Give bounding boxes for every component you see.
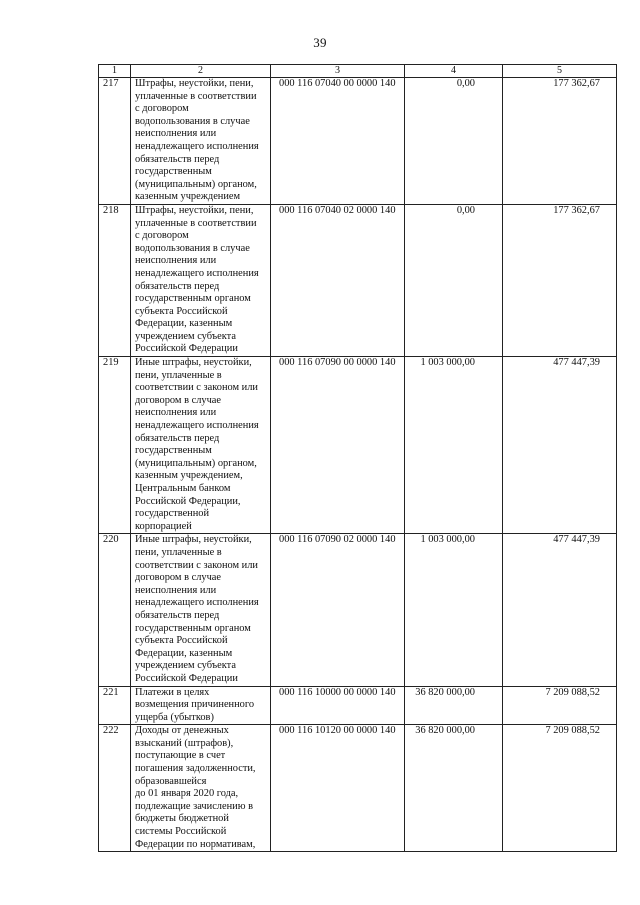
column-header: 2 [131,65,271,78]
table-row [99,725,617,852]
income-name-line: взысканий (штрафов), [135,737,234,749]
planned-amount: 0,00 [405,78,503,205]
income-name-line: государственной [135,508,210,520]
income-name-line: Федерации по нормативам, [135,838,256,850]
income-name-line: казенным учреждением, [135,470,243,482]
income-name-line: уплаченные в соответствии [135,90,257,102]
row-number: 222 [99,725,131,852]
income-name-line: Российской Федерации [135,672,238,684]
table-row [99,78,617,205]
income-name-line: пени, уплаченные в [135,369,222,381]
row-number: 221 [99,686,131,725]
income-name-line: (муниципальным) органом, [135,457,257,469]
planned-amount: 0,00 [405,204,503,356]
income-name-line: ненадлежащего исполнения [135,140,259,152]
page-number: 39 [313,35,327,50]
income-name-line: погашения задолженности, [135,763,256,775]
planned-amount: 1 003 000,00 [405,357,503,534]
row-number: 220 [99,534,131,686]
budget-code: 000 116 07090 02 0000 140 [271,534,405,686]
income-name-line: подлежащие зачислению в [135,800,253,812]
income-name-cell [131,725,271,852]
income-name-line: водопользования в случае [135,242,250,254]
revenue-table [98,64,617,852]
budget-code: 000 116 10000 00 0000 140 [271,686,405,725]
income-name-line: Платежи в целях [135,686,210,698]
table-body [99,78,617,852]
income-name-line: обязательств перед [135,609,220,621]
income-name-line: ущерба (убытков) [135,711,214,723]
income-name-line: государственным [135,166,212,178]
income-name-line: субъекта Российской [135,635,228,647]
income-name-line: неисполнения или [135,255,217,267]
budget-code: 000 116 07090 00 0000 140 [271,357,405,534]
income-name-line: договором в случае [135,394,222,406]
column-header: 1 [99,65,131,78]
income-name-line: поступающие в счет [135,750,226,762]
column-header: 5 [503,65,617,78]
income-name-line: Федерации, казенным [135,647,233,659]
actual-amount: 177 362,67 [503,204,617,356]
income-name-line: ненадлежащего исполнения [135,267,259,279]
income-name-line: субъекта Российской [135,305,228,317]
income-name-cell [131,686,271,725]
income-name-line: образовавшейся [135,775,207,787]
income-name-line: казенным учреждением [135,191,241,203]
column-header: 3 [271,65,405,78]
actual-amount: 477 447,39 [503,534,617,686]
income-name-line: пени, уплаченные в [135,546,222,558]
income-name-line: неисполнения или [135,407,217,419]
income-name-line: договором в случае [135,572,222,584]
income-name-line: обязательств перед [135,280,220,292]
income-name-line: (муниципальным) органом, [135,178,257,190]
table-header-row [99,65,617,78]
income-name-line: ненадлежащего исполнения [135,597,259,609]
row-number: 219 [99,357,131,534]
income-name-line: обязательств перед [135,432,220,444]
actual-amount: 7 209 088,52 [503,686,617,725]
actual-amount: 7 209 088,52 [503,725,617,852]
row-number: 217 [99,78,131,205]
budget-code: 000 116 10120 00 0000 140 [271,725,405,852]
income-name-line: Иные штрафы, неустойки, [135,534,252,546]
revenue-table-container [98,64,616,852]
actual-amount: 477 447,39 [503,357,617,534]
income-name-line: Доходы от денежных [135,725,229,737]
income-name-line: Центральным банком [135,483,231,494]
income-name-line: государственным органом [135,293,251,305]
income-name-line: возмещения причиненного [135,699,255,711]
budget-code: 000 116 07040 00 0000 140 [271,78,405,205]
table-row [99,534,617,686]
row-number: 218 [99,204,131,356]
income-name-line: Российской Федерации, [135,495,241,507]
actual-amount: 177 362,67 [503,78,617,205]
income-name-line: неисполнения или [135,584,217,596]
income-name-line: учреждением субъекта [135,330,236,342]
planned-amount: 36 820 000,00 [405,686,503,725]
income-name-line: соответствии с законом или [135,559,258,571]
income-name-line: Штрафы, неустойки, пени, [135,204,254,216]
column-header: 4 [405,65,503,78]
income-name-line: государственным [135,445,212,457]
income-name-line: с договором [135,103,189,115]
income-name-cell [131,204,271,356]
income-name-line: ненадлежащего исполнения [135,420,259,432]
table-row [99,204,617,356]
income-name-line: неисполнения или [135,128,217,140]
income-name-line: Штрафы, неустойки, пени, [135,78,254,89]
income-name-line: Федерации, казенным [135,318,233,330]
budget-code: 000 116 07040 02 0000 140 [271,204,405,356]
income-name-line: уплаченные в соответствии [135,217,257,229]
income-name-line: Иные штрафы, неустойки, [135,357,252,369]
income-name-line: с договором [135,230,189,242]
income-name-line: обязательств перед [135,153,220,165]
income-name-line: учреждением субъекта [135,660,236,672]
income-name-line: корпорацией [135,520,192,532]
planned-amount: 36 820 000,00 [405,725,503,852]
income-name-cell [131,357,271,534]
income-name-cell [131,78,271,205]
income-name-cell [131,534,271,686]
table-row [99,357,617,534]
income-name-line: Российской Федерации [135,343,238,355]
income-name-line: до 01 января 2020 года, [135,788,239,800]
income-name-line: системы Российской [135,826,227,838]
income-name-line: государственным органом [135,622,251,634]
table-row [99,686,617,725]
planned-amount: 1 003 000,00 [405,534,503,686]
income-name-line: водопользования в случае [135,115,250,127]
income-name-line: соответствии с законом или [135,382,258,394]
income-name-line: бюджеты бюджетной [135,813,229,825]
